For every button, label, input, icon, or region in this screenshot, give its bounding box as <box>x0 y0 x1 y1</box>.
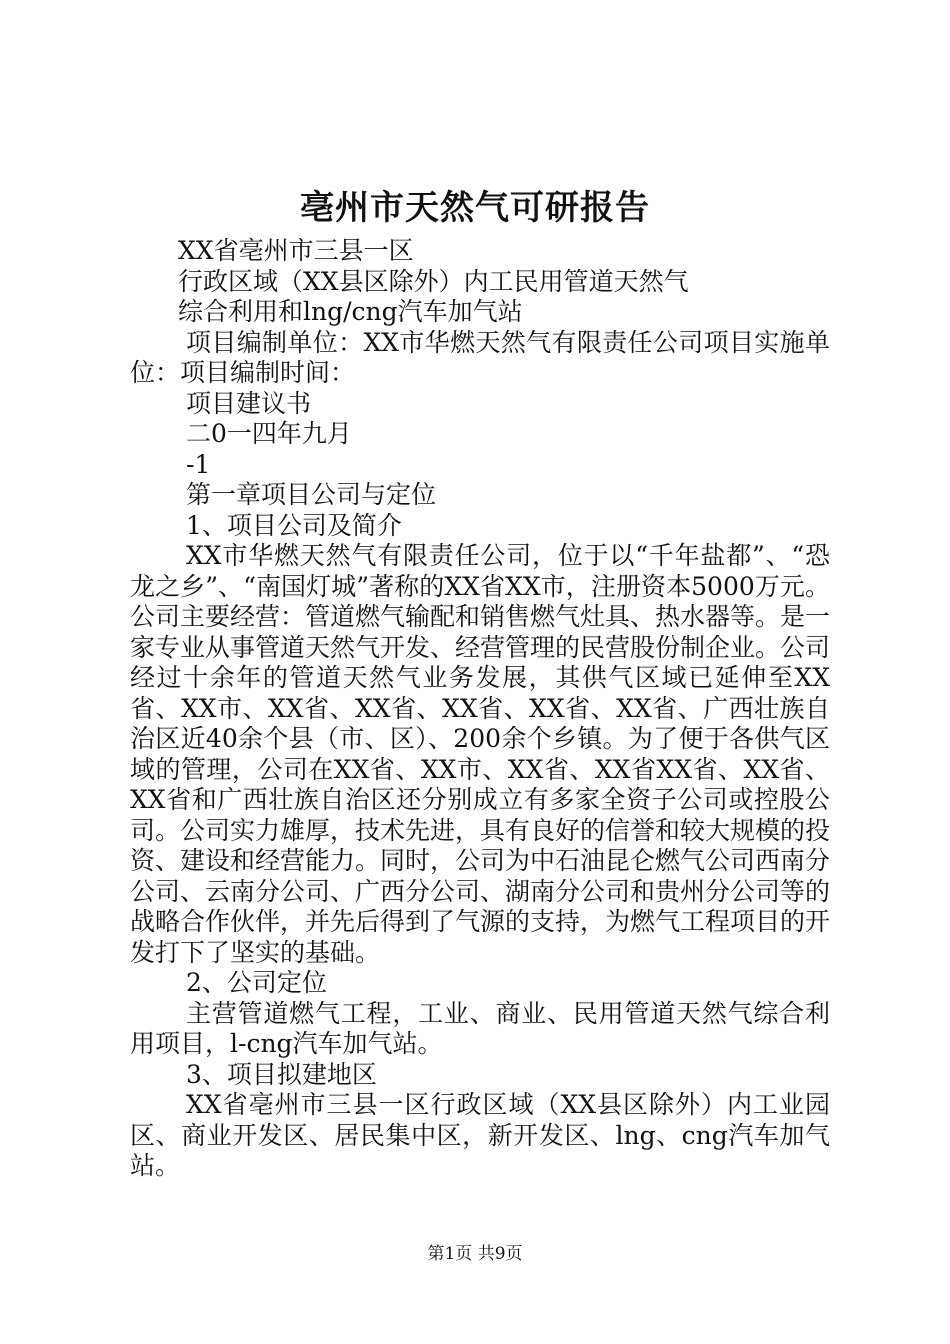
paragraph-compiler: 项目编制单位：XX市华燃天然气有限责任公司项目实施单位：项目编制时间： <box>130 327 830 387</box>
chapter-heading: 第一章项目公司与定位 <box>186 480 437 509</box>
paragraph-positioning: 主营管道燃气工程，工业、商业、民用管道天然气综合利用项目，l-cng汽车加气站。 <box>130 998 830 1058</box>
paragraph-region: XX省亳州市三县一区 <box>178 236 414 265</box>
section-heading-2: 2、公司定位 <box>186 968 327 997</box>
section-heading-3: 3、项目拟建地区 <box>186 1059 377 1089</box>
paragraph-project-area: XX省亳州市三县一区行政区域（XX县区除外）内工业园区、商业开发区、居民集中区，新开发区、lng、cng汽车加气站。 <box>130 1090 830 1180</box>
paragraph-page-mark: -1 <box>186 449 211 479</box>
paragraph-scope: 行政区域（XX县区除外）内工民用管道天然气 <box>178 266 689 296</box>
document-body <box>130 236 830 1182</box>
paragraph-proposal: 项目建议书 <box>186 388 312 418</box>
page-footer: 第1页 共9页 <box>427 1244 523 1264</box>
paragraph-scope-cont: 综合利用和lng/cng汽车加气站 <box>178 297 523 326</box>
document-title: 亳州市天然气可研报告 <box>300 188 650 228</box>
paragraph-company-intro: XX市华燃天然气有限责任公司，位于以“千年盐都”、“恐龙之乡”、“南国灯城”著称的XX省XX市，注册资本5000万元。公司主要经营：管道燃气输配和销售燃气灶具、热水器等。是一家专业从事管道天然气开发、经营管理的民营股份制企业。公司经过十余年的管道天然气业务发展，其供气区域已延伸至XX省、XX市、XX省、XX省、XX省、XX省、XX省、广西壮族自治区近40余个县（市、区）、200余个乡镇。为了便于各供气区域的管理，公司在XX省、XX市、XX省、XX省XX省、XX省、XX省和广西壮族自治区还分别成立有多家全资子公司或控股公司。公司实力雄厚，技术先进，具有良好的信誉和较大规模的投资、建设和经营能力。同时，公司为中石油昆仑燃气公司西南分公司、云南分公司、广西分公司、湖南分公司和贵州分公司等的战略合作伙伴，并先后得到了气源的支持，为燃气工程项目的开发打下了坚实的基础。 <box>130 541 831 967</box>
section-heading-1: 1、项目公司及简介 <box>186 510 402 540</box>
paragraph-date: 二0一四年九月 <box>186 419 352 448</box>
